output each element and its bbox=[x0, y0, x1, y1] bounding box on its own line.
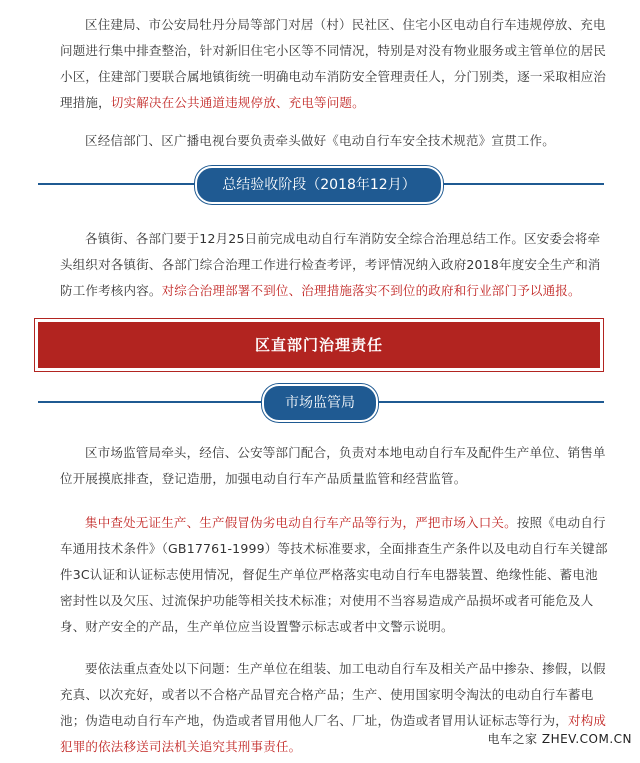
stage-heading-pill: 总结验收阶段（2018年12月） bbox=[195, 166, 443, 204]
banner-title: 区直部门治理责任 bbox=[38, 322, 600, 368]
paragraph-text: 各镇街、各部门要于12月25日前完成电动自行车消防安全综合治理总结工作。区安委会将牵头组织对各镇街、各部门综合治理工作进行检查考评，考评情况纳入政府2018年度安全生产和消防工作考核内容。 bbox=[60, 231, 601, 298]
paragraph-summary-acceptance bbox=[60, 226, 608, 304]
site-watermark: 电车之家 ZHEV.COM.CN bbox=[487, 732, 632, 746]
section-banner bbox=[34, 318, 604, 372]
paragraph-housing-rectification bbox=[60, 12, 608, 116]
highlight-text: 集中查处无证生产、生产假冒伪劣电动自行车产品等行为，严把市场入口关。 bbox=[85, 515, 517, 530]
highlight-text: 切实解决在公共通道违规停放、充电等问题。 bbox=[110, 95, 365, 110]
paragraph-text: 区住建局、市公安局牡丹分局等部门对居（村）民社区、住宅小区电动自行车违规停放、充电问题进行集中排查整治，针对新旧住宅小区等不同情况，特别是对没有物业服务或主管单位的居民小区，住建部门要联合属地镇街统一明确电动车消防安全管理责任人，分门别类，逐一采取相应治理措施， bbox=[60, 17, 607, 110]
paragraph-text: 按照《电动自行车通用技术条件》（GB17761-1999）等技术标准要求，全面排查生产条件以及电动自行车关键部件3C认证和认证标志使用情况，督促生产单位严格落实电动自行车电器装置、绝缘性能、蓄电池密封性以及欠压、过流保护功能等相关技术标准；对使用不当容易造成产品损坏或者可能危及人身、财产安全的产品，生产单位应当设置警示标志或者中文警示说明。 bbox=[60, 515, 608, 634]
paragraph-product-inspection bbox=[60, 510, 608, 640]
highlight-text: 对构成犯罪的依法移送司法机关追究其刑事责任。 bbox=[60, 713, 607, 754]
paragraph-standard-promotion: 区经信部门、区广播电视台要负责牵头做好《电动自行车安全技术规范》宣贯工作。 bbox=[85, 133, 555, 148]
paragraph-text: 要依法重点查处以下问题：生产单位在组装、加工电动自行车及相关产品中掺杂、掺假，以假充真、以次充好，或者以不合格产品冒充合格产品；生产、使用国家明令淘汰的电动自行车蓄电池；伪造电动自行车产地，伪造或者冒用他人厂名、厂址，伪造或者冒用认证标志等行为， bbox=[60, 661, 606, 728]
paragraph-market-supervision: 区市场监管局牵头，经信、公安等部门配合，负责对本地电动自行车及配件生产单位、销售单位开展摸底排查，登记造册，加强电动自行车产品质量监管和经营监管。 bbox=[60, 445, 606, 486]
department-heading-pill: 市场监管局 bbox=[262, 384, 378, 422]
highlight-text: 对综合治理部署不到位、治理措施落实不到位的政府和行业部门予以通报。 bbox=[161, 283, 581, 298]
